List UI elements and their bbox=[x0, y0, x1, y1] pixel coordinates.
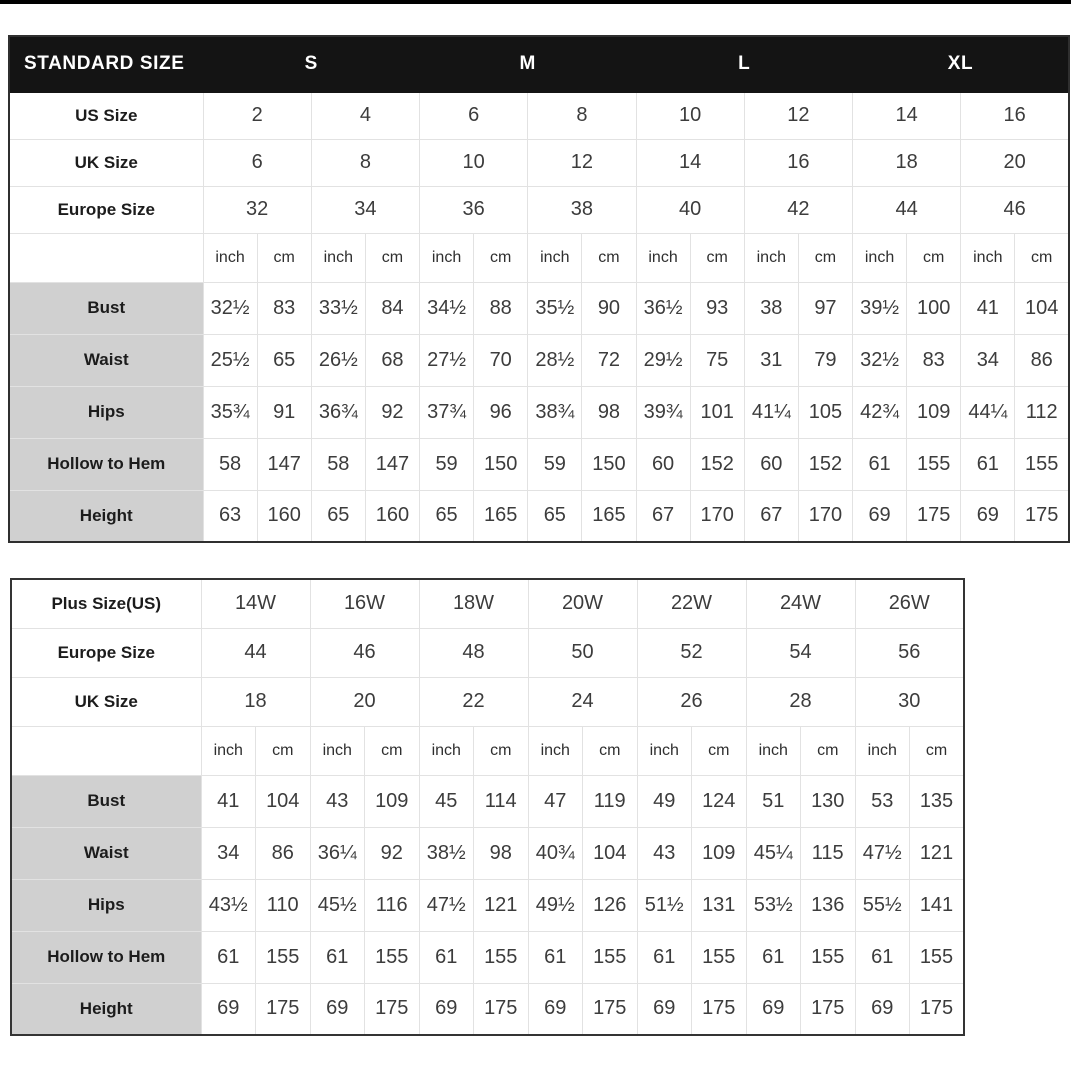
height-cm-value: 175 bbox=[801, 983, 856, 1035]
us-size-row bbox=[9, 92, 1069, 139]
waist-cm-value: 70 bbox=[474, 334, 528, 386]
hips-inch-value: 43½ bbox=[201, 879, 256, 931]
hips-cm-value: 96 bbox=[474, 386, 528, 438]
us-size-value: 16 bbox=[961, 92, 1069, 139]
uk-size-value: 26 bbox=[637, 677, 746, 726]
hips-cm-value: 116 bbox=[365, 879, 420, 931]
height-inch-value: 69 bbox=[419, 983, 474, 1035]
uk-size-value: 16 bbox=[744, 139, 852, 186]
uk-size-value: 6 bbox=[203, 139, 311, 186]
hips-inch-value: 37¾ bbox=[420, 386, 474, 438]
hips-inch-value: 36¾ bbox=[311, 386, 365, 438]
waist-cm-value: 65 bbox=[257, 334, 311, 386]
height-cm-value: 175 bbox=[256, 983, 311, 1035]
hips-inch-value: 42¾ bbox=[853, 386, 907, 438]
us-size-value: 8 bbox=[528, 92, 636, 139]
bust-cm-value: 124 bbox=[692, 775, 747, 827]
unit-cm-header: cm bbox=[690, 233, 744, 282]
height-inch-value: 69 bbox=[637, 983, 692, 1035]
waist-inch-value: 32½ bbox=[853, 334, 907, 386]
hips-cm-value: 112 bbox=[1015, 386, 1069, 438]
unit-inch-header: inch bbox=[961, 233, 1015, 282]
waist-inch-value: 47½ bbox=[855, 827, 910, 879]
hips-inch-value: 39¾ bbox=[636, 386, 690, 438]
size-group-m: M bbox=[420, 36, 637, 92]
height-cm-value: 160 bbox=[365, 490, 419, 542]
europe-size-value: 46 bbox=[310, 628, 419, 677]
height-cm-value: 175 bbox=[907, 490, 961, 542]
europe-size-row bbox=[9, 186, 1069, 233]
uk-size-value: 18 bbox=[201, 677, 310, 726]
unit-inch-header: inch bbox=[420, 233, 474, 282]
unit-inch-header: inch bbox=[203, 233, 257, 282]
height-inch-value: 65 bbox=[420, 490, 474, 542]
hips-row bbox=[9, 386, 1069, 438]
waist-cm-value: 98 bbox=[474, 827, 529, 879]
bust-label: Bust bbox=[9, 282, 203, 334]
hollow-to-hem-inch-value: 59 bbox=[420, 438, 474, 490]
bust-cm-value: 100 bbox=[907, 282, 961, 334]
europe-size-value: 54 bbox=[746, 628, 855, 677]
uk-size-value: 14 bbox=[636, 139, 744, 186]
hips-cm-value: 105 bbox=[798, 386, 852, 438]
waist-inch-value: 34 bbox=[961, 334, 1015, 386]
plus-size-table bbox=[10, 578, 965, 1036]
europe-size-value: 38 bbox=[528, 186, 636, 233]
europe-size-value: 56 bbox=[855, 628, 964, 677]
plus-size-us-value: 22W bbox=[637, 579, 746, 628]
bust-inch-value: 49 bbox=[637, 775, 692, 827]
unit-cm-header: cm bbox=[257, 233, 311, 282]
bust-inch-value: 51 bbox=[746, 775, 801, 827]
hips-cm-value: 91 bbox=[257, 386, 311, 438]
height-inch-value: 69 bbox=[528, 983, 583, 1035]
bust-inch-value: 36½ bbox=[636, 282, 690, 334]
height-inch-value: 67 bbox=[636, 490, 690, 542]
europe-size-row bbox=[11, 628, 964, 677]
height-cm-value: 170 bbox=[798, 490, 852, 542]
hips-row bbox=[11, 879, 964, 931]
unit-inch-header: inch bbox=[855, 726, 910, 775]
top-border-strip bbox=[0, 0, 1071, 4]
waist-cm-value: 115 bbox=[801, 827, 856, 879]
hips-inch-value: 45½ bbox=[310, 879, 365, 931]
us-size-value: 12 bbox=[744, 92, 852, 139]
uk-size-value: 30 bbox=[855, 677, 964, 726]
bust-inch-value: 35½ bbox=[528, 282, 582, 334]
hips-inch-value: 47½ bbox=[419, 879, 474, 931]
uk-size-value: 28 bbox=[746, 677, 855, 726]
waist-cm-value: 68 bbox=[365, 334, 419, 386]
unit-cm-header: cm bbox=[801, 726, 856, 775]
units-row bbox=[9, 233, 1069, 282]
unit-cm-header: cm bbox=[798, 233, 852, 282]
units-row bbox=[11, 726, 964, 775]
waist-cm-value: 121 bbox=[910, 827, 965, 879]
hips-cm-value: 110 bbox=[256, 879, 311, 931]
waist-cm-value: 104 bbox=[583, 827, 638, 879]
hips-cm-value: 92 bbox=[365, 386, 419, 438]
height-inch-value: 65 bbox=[311, 490, 365, 542]
unit-cm-header: cm bbox=[910, 726, 965, 775]
europe-size-value: 40 bbox=[636, 186, 744, 233]
europe-size-value: 34 bbox=[311, 186, 419, 233]
table-title: STANDARD SIZE bbox=[9, 36, 203, 92]
europe-size-value: 44 bbox=[853, 186, 961, 233]
uk-size-value: 22 bbox=[419, 677, 528, 726]
hips-cm-value: 131 bbox=[692, 879, 747, 931]
waist-cm-value: 79 bbox=[798, 334, 852, 386]
unit-cm-header: cm bbox=[474, 233, 528, 282]
unit-cm-header: cm bbox=[1015, 233, 1069, 282]
hips-cm-value: 98 bbox=[582, 386, 636, 438]
waist-row bbox=[11, 827, 964, 879]
height-row bbox=[9, 490, 1069, 542]
hips-inch-value: 38¾ bbox=[528, 386, 582, 438]
unit-inch-header: inch bbox=[637, 726, 692, 775]
europe-size-value: 44 bbox=[201, 628, 310, 677]
hollow-to-hem-inch-value: 61 bbox=[853, 438, 907, 490]
waist-label: Waist bbox=[9, 334, 203, 386]
height-cm-value: 175 bbox=[692, 983, 747, 1035]
plus-size-us-value: 18W bbox=[419, 579, 528, 628]
unit-cm-header: cm bbox=[256, 726, 311, 775]
hips-inch-value: 55½ bbox=[855, 879, 910, 931]
plus-size-us-row bbox=[11, 579, 964, 628]
plus-size-us-value: 16W bbox=[310, 579, 419, 628]
height-inch-value: 69 bbox=[746, 983, 801, 1035]
bust-cm-value: 104 bbox=[1015, 282, 1069, 334]
hips-inch-value: 53½ bbox=[746, 879, 801, 931]
hollow-to-hem-cm-value: 155 bbox=[801, 931, 856, 983]
unit-inch-header: inch bbox=[853, 233, 907, 282]
hollow-to-hem-cm-value: 155 bbox=[910, 931, 965, 983]
height-row bbox=[11, 983, 964, 1035]
bust-inch-value: 38 bbox=[744, 282, 798, 334]
uk-size-row bbox=[11, 677, 964, 726]
europe-size-value: 46 bbox=[961, 186, 1069, 233]
unit-inch-header: inch bbox=[310, 726, 365, 775]
waist-inch-value: 31 bbox=[744, 334, 798, 386]
bust-inch-value: 47 bbox=[528, 775, 583, 827]
hips-cm-value: 136 bbox=[801, 879, 856, 931]
hollow-to-hem-inch-value: 60 bbox=[636, 438, 690, 490]
hollow-to-hem-cm-value: 152 bbox=[690, 438, 744, 490]
unit-inch-header: inch bbox=[419, 726, 474, 775]
bust-inch-value: 45 bbox=[419, 775, 474, 827]
units-row-label bbox=[11, 726, 201, 775]
height-cm-value: 175 bbox=[474, 983, 529, 1035]
hollow-to-hem-cm-value: 147 bbox=[257, 438, 311, 490]
uk-size-label: UK Size bbox=[11, 677, 201, 726]
height-inch-value: 65 bbox=[528, 490, 582, 542]
waist-inch-value: 29½ bbox=[636, 334, 690, 386]
unit-cm-header: cm bbox=[583, 726, 638, 775]
height-cm-value: 165 bbox=[582, 490, 636, 542]
us-size-value: 6 bbox=[420, 92, 528, 139]
waist-cm-value: 75 bbox=[690, 334, 744, 386]
hips-cm-value: 141 bbox=[910, 879, 965, 931]
unit-inch-header: inch bbox=[744, 233, 798, 282]
waist-cm-value: 109 bbox=[692, 827, 747, 879]
hips-cm-value: 109 bbox=[907, 386, 961, 438]
size-group-s: S bbox=[203, 36, 420, 92]
europe-size-value: 36 bbox=[420, 186, 528, 233]
plus-size-us-value: 24W bbox=[746, 579, 855, 628]
hips-inch-value: 44¼ bbox=[961, 386, 1015, 438]
hips-inch-value: 49½ bbox=[528, 879, 583, 931]
size-group-l: L bbox=[636, 36, 853, 92]
hips-label: Hips bbox=[9, 386, 203, 438]
waist-inch-value: 28½ bbox=[528, 334, 582, 386]
hollow-to-hem-row bbox=[9, 438, 1069, 490]
hollow-to-hem-cm-value: 155 bbox=[256, 931, 311, 983]
bust-label: Bust bbox=[11, 775, 201, 827]
hollow-to-hem-inch-value: 59 bbox=[528, 438, 582, 490]
waist-row bbox=[9, 334, 1069, 386]
bust-cm-value: 83 bbox=[257, 282, 311, 334]
bust-cm-value: 90 bbox=[582, 282, 636, 334]
unit-inch-header: inch bbox=[311, 233, 365, 282]
waist-cm-value: 86 bbox=[256, 827, 311, 879]
bust-cm-value: 88 bbox=[474, 282, 528, 334]
hollow-to-hem-row bbox=[11, 931, 964, 983]
hollow-to-hem-inch-value: 61 bbox=[637, 931, 692, 983]
hips-inch-value: 41¼ bbox=[744, 386, 798, 438]
bust-inch-value: 41 bbox=[961, 282, 1015, 334]
waist-inch-value: 45¼ bbox=[746, 827, 801, 879]
height-inch-value: 63 bbox=[203, 490, 257, 542]
uk-size-value: 12 bbox=[528, 139, 636, 186]
unit-inch-header: inch bbox=[528, 233, 582, 282]
units-row-label bbox=[9, 233, 203, 282]
hollow-to-hem-cm-value: 155 bbox=[692, 931, 747, 983]
unit-cm-header: cm bbox=[365, 233, 419, 282]
unit-cm-header: cm bbox=[365, 726, 420, 775]
us-size-value: 14 bbox=[853, 92, 961, 139]
hollow-to-hem-inch-value: 61 bbox=[855, 931, 910, 983]
bust-cm-value: 84 bbox=[365, 282, 419, 334]
uk-size-row bbox=[9, 139, 1069, 186]
height-cm-value: 175 bbox=[583, 983, 638, 1035]
hollow-to-hem-cm-value: 152 bbox=[798, 438, 852, 490]
us-size-value: 2 bbox=[203, 92, 311, 139]
height-cm-value: 165 bbox=[474, 490, 528, 542]
hollow-to-hem-cm-value: 155 bbox=[907, 438, 961, 490]
waist-inch-value: 43 bbox=[637, 827, 692, 879]
unit-inch-header: inch bbox=[528, 726, 583, 775]
plus-size-us-value: 20W bbox=[528, 579, 637, 628]
hips-inch-value: 51½ bbox=[637, 879, 692, 931]
height-cm-value: 175 bbox=[1015, 490, 1069, 542]
standard-size-header-row bbox=[9, 36, 1069, 92]
hollow-to-hem-cm-value: 155 bbox=[1015, 438, 1069, 490]
waist-cm-value: 92 bbox=[365, 827, 420, 879]
waist-inch-value: 34 bbox=[201, 827, 256, 879]
bust-inch-value: 43 bbox=[310, 775, 365, 827]
uk-size-value: 24 bbox=[528, 677, 637, 726]
unit-inch-header: inch bbox=[746, 726, 801, 775]
bust-cm-value: 119 bbox=[583, 775, 638, 827]
waist-inch-value: 25½ bbox=[203, 334, 257, 386]
us-size-value: 10 bbox=[636, 92, 744, 139]
us-size-value: 4 bbox=[311, 92, 419, 139]
bust-cm-value: 97 bbox=[798, 282, 852, 334]
bust-cm-value: 104 bbox=[256, 775, 311, 827]
hips-label: Hips bbox=[11, 879, 201, 931]
height-inch-value: 69 bbox=[201, 983, 256, 1035]
unit-inch-header: inch bbox=[201, 726, 256, 775]
height-inch-value: 69 bbox=[853, 490, 907, 542]
us-size-label: US Size bbox=[9, 92, 203, 139]
bust-inch-value: 53 bbox=[855, 775, 910, 827]
waist-cm-value: 72 bbox=[582, 334, 636, 386]
hips-cm-value: 121 bbox=[474, 879, 529, 931]
hollow-to-hem-inch-value: 58 bbox=[203, 438, 257, 490]
bust-inch-value: 33½ bbox=[311, 282, 365, 334]
uk-size-value: 10 bbox=[420, 139, 528, 186]
hollow-to-hem-inch-value: 58 bbox=[311, 438, 365, 490]
height-inch-value: 67 bbox=[744, 490, 798, 542]
hollow-to-hem-cm-value: 155 bbox=[365, 931, 420, 983]
bust-cm-value: 130 bbox=[801, 775, 856, 827]
hollow-to-hem-label: Hollow to Hem bbox=[11, 931, 201, 983]
hollow-to-hem-cm-value: 150 bbox=[474, 438, 528, 490]
height-label: Height bbox=[11, 983, 201, 1035]
unit-inch-header: inch bbox=[636, 233, 690, 282]
hollow-to-hem-inch-value: 61 bbox=[746, 931, 801, 983]
hollow-to-hem-inch-value: 61 bbox=[419, 931, 474, 983]
bust-row bbox=[9, 282, 1069, 334]
europe-size-label: Europe Size bbox=[11, 628, 201, 677]
height-label: Height bbox=[9, 490, 203, 542]
waist-cm-value: 86 bbox=[1015, 334, 1069, 386]
unit-cm-header: cm bbox=[692, 726, 747, 775]
waist-label: Waist bbox=[11, 827, 201, 879]
waist-inch-value: 40¾ bbox=[528, 827, 583, 879]
standard-size-table bbox=[8, 35, 1070, 543]
waist-inch-value: 26½ bbox=[311, 334, 365, 386]
hollow-to-hem-cm-value: 150 bbox=[582, 438, 636, 490]
europe-size-value: 32 bbox=[203, 186, 311, 233]
hollow-to-hem-inch-value: 61 bbox=[961, 438, 1015, 490]
europe-size-value: 52 bbox=[637, 628, 746, 677]
hollow-to-hem-cm-value: 155 bbox=[583, 931, 638, 983]
europe-size-value: 48 bbox=[419, 628, 528, 677]
uk-size-value: 18 bbox=[853, 139, 961, 186]
hollow-to-hem-cm-value: 147 bbox=[365, 438, 419, 490]
height-inch-value: 69 bbox=[310, 983, 365, 1035]
bust-inch-value: 41 bbox=[201, 775, 256, 827]
hips-cm-value: 101 bbox=[690, 386, 744, 438]
hips-cm-value: 126 bbox=[583, 879, 638, 931]
bust-inch-value: 32½ bbox=[203, 282, 257, 334]
hollow-to-hem-inch-value: 61 bbox=[310, 931, 365, 983]
bust-row bbox=[11, 775, 964, 827]
height-cm-value: 170 bbox=[690, 490, 744, 542]
europe-size-label: Europe Size bbox=[9, 186, 203, 233]
hips-inch-value: 35¾ bbox=[203, 386, 257, 438]
bust-cm-value: 114 bbox=[474, 775, 529, 827]
uk-size-value: 8 bbox=[311, 139, 419, 186]
waist-inch-value: 36¼ bbox=[310, 827, 365, 879]
uk-size-value: 20 bbox=[961, 139, 1069, 186]
bust-cm-value: 109 bbox=[365, 775, 420, 827]
unit-cm-header: cm bbox=[474, 726, 529, 775]
height-inch-value: 69 bbox=[855, 983, 910, 1035]
unit-cm-header: cm bbox=[907, 233, 961, 282]
waist-cm-value: 83 bbox=[907, 334, 961, 386]
uk-size-label: UK Size bbox=[9, 139, 203, 186]
height-inch-value: 69 bbox=[961, 490, 1015, 542]
plus-size-us-label: Plus Size(US) bbox=[11, 579, 201, 628]
height-cm-value: 160 bbox=[257, 490, 311, 542]
waist-inch-value: 27½ bbox=[420, 334, 474, 386]
height-cm-value: 175 bbox=[365, 983, 420, 1035]
bust-cm-value: 135 bbox=[910, 775, 965, 827]
hollow-to-hem-inch-value: 61 bbox=[528, 931, 583, 983]
size-group-xl: XL bbox=[853, 36, 1070, 92]
bust-cm-value: 93 bbox=[690, 282, 744, 334]
height-cm-value: 175 bbox=[910, 983, 965, 1035]
bust-inch-value: 34½ bbox=[420, 282, 474, 334]
plus-size-us-value: 26W bbox=[855, 579, 964, 628]
europe-size-value: 50 bbox=[528, 628, 637, 677]
bust-inch-value: 39½ bbox=[853, 282, 907, 334]
waist-inch-value: 38½ bbox=[419, 827, 474, 879]
hollow-to-hem-inch-value: 60 bbox=[744, 438, 798, 490]
uk-size-value: 20 bbox=[310, 677, 419, 726]
unit-cm-header: cm bbox=[582, 233, 636, 282]
hollow-to-hem-label: Hollow to Hem bbox=[9, 438, 203, 490]
hollow-to-hem-cm-value: 155 bbox=[474, 931, 529, 983]
europe-size-value: 42 bbox=[744, 186, 852, 233]
plus-size-us-value: 14W bbox=[201, 579, 310, 628]
hollow-to-hem-inch-value: 61 bbox=[201, 931, 256, 983]
